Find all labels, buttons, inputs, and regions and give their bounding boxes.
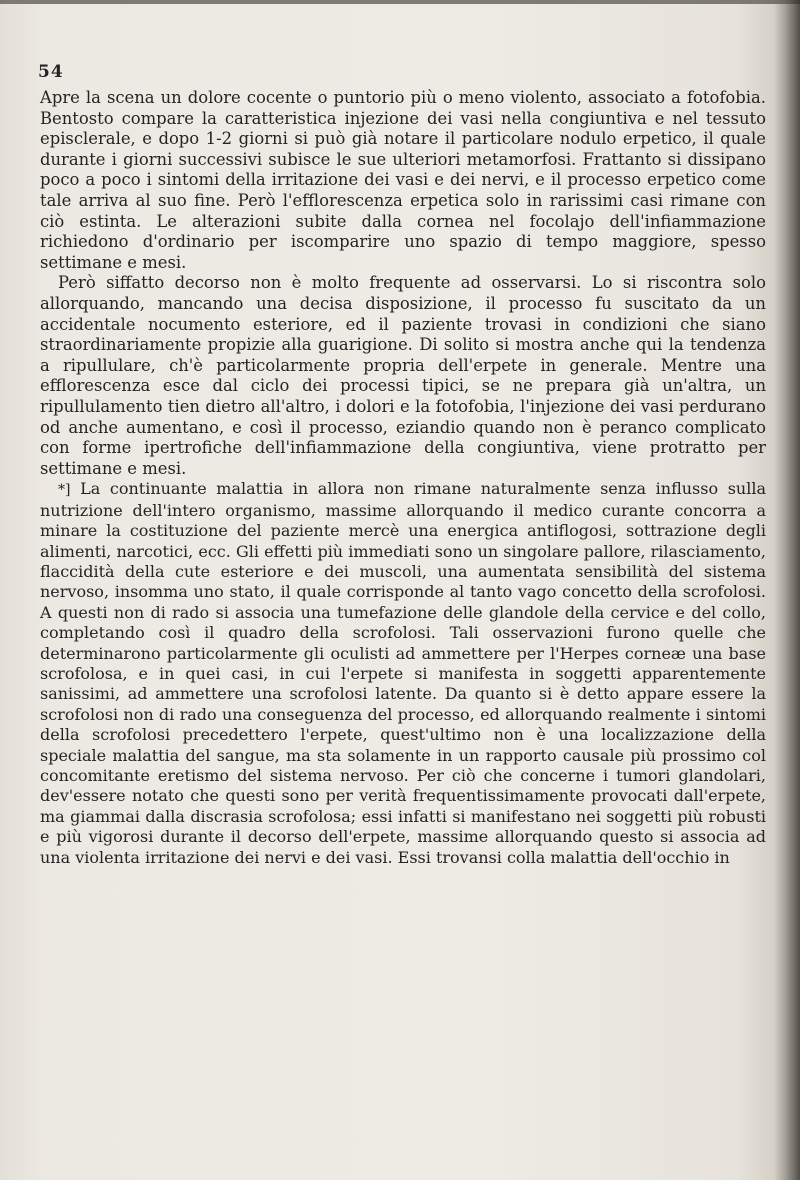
- paragraph-1: Apre la scena un dolore cocente o puntorio più o meno violento, associato a fotofobia. Bentosto compare la caratteristica injezione dei vasi nella congiuntiva e nel tessuto episclerale, e dopo 1-2 giorni si può già notare il particolare nodulo erpetico, il quale durante i giorni successivi subisce le sue ulteriori metamorfosi. Frattanto si dissipano poco a poco i sintomi della irritazione dei vasi e dei nervi, e il processo erpetico come tale arriva al suo fine. Però l'efflorescenza erpetica solo in rarissimi casi rimane con ciò estinta. Le alterazioni subite dalla cornea nel focolajo dell'infiammazione richiedono d'ordinario per iscomparire uno spazio di tempo maggiore, spesso settimane e mesi.: [40, 88, 766, 272]
- note-text: La continuante malattia in allora non rimane naturalmente senza influsso sulla nutrizione dell'intero organismo, massime allorquando il medico curante concorra a minare la costituzione del paziente mercè una energica antiflogosi, sottrazione degli alimenti, narcotici, ecc. Gli effetti più immediati sono un singolare pallore, rilasciamento, flaccidità della cute esteriore e dei muscoli, una aumentata sensibilità del sistema nervoso, insomma uno stato, il quale corrisponde al tanto vago concetto della scrofolosi. A questi non di rado si associa una tumefazione delle glandole della cervice e del collo, completando così il quadro della scrofolosi. Tali osservazioni furono quelle che determinarono particolarmente gli oculisti ad ammettere per l'Herpes corneæ una base scrofolosa, e in quei casi, in cui l'erpete si manifesta in soggetti apparentemente sanissimi, ad ammettere una scrofolosi latente. Da quanto si è detto appare essere la scrofolosi non di rado una conseguenza del processo, ed allorquando realmente i sintomi della scrofolosi precedettero l'erpete, quest'ultimo non è una localizzazione della speciale malattia del sangue, ma sta solamente in un rapporto causale più prossimo col concomitante eretismo del sistema nervoso. Per ciò che concerne i tumori glandolari, dev'essere notato che questi sono per verità frequentissimamente provocati dall'erpete, ma giammai dalla discrasia scrofolosa; essi infatti si manifestano nei soggetti più robusti e più vigorosi durante il decorso dell'erpete, massime allorquando questo si associa ad una violenta irritazione dei nervi e dei vasi. Essi trovansi colla malattia dell'occhio in: [40, 479, 766, 867]
- page-body: [40, 88, 766, 868]
- paragraph-2: Però siffatto decorso non è molto frequente ad osservarsi. Lo si riscontra solo allorquando, mancando una decisa disposizione, il processo fu suscitato da un accidentale nocumento esteriore, ed il paziente trovasi in condizioni che siano straordinariamente propizie alla guarigione. Di solito si mostra anche qui la tendenza a ripullulare, ch'è particolarmente propria dell'erpete in generale. Mentre una efflorescenza esce dal ciclo dei processi tipici, se ne prepara già un'altra, un ripullulamento tien dietro all'altro, i dolori e la fotofobia, l'injezione dei vasi perdurano od anche aumentano, e così il processo, eziandio quando non è peranco complicato con forme ipertrofiche dell'infiammazione della congiuntiva, viene protratto per settimane e mesi.: [40, 273, 766, 478]
- note-mark: *]: [58, 482, 71, 499]
- top-border: [0, 0, 800, 4]
- note-paragraph: [40, 479, 766, 868]
- page-binding-shadow: [774, 0, 800, 1180]
- page-number: 54: [38, 62, 64, 82]
